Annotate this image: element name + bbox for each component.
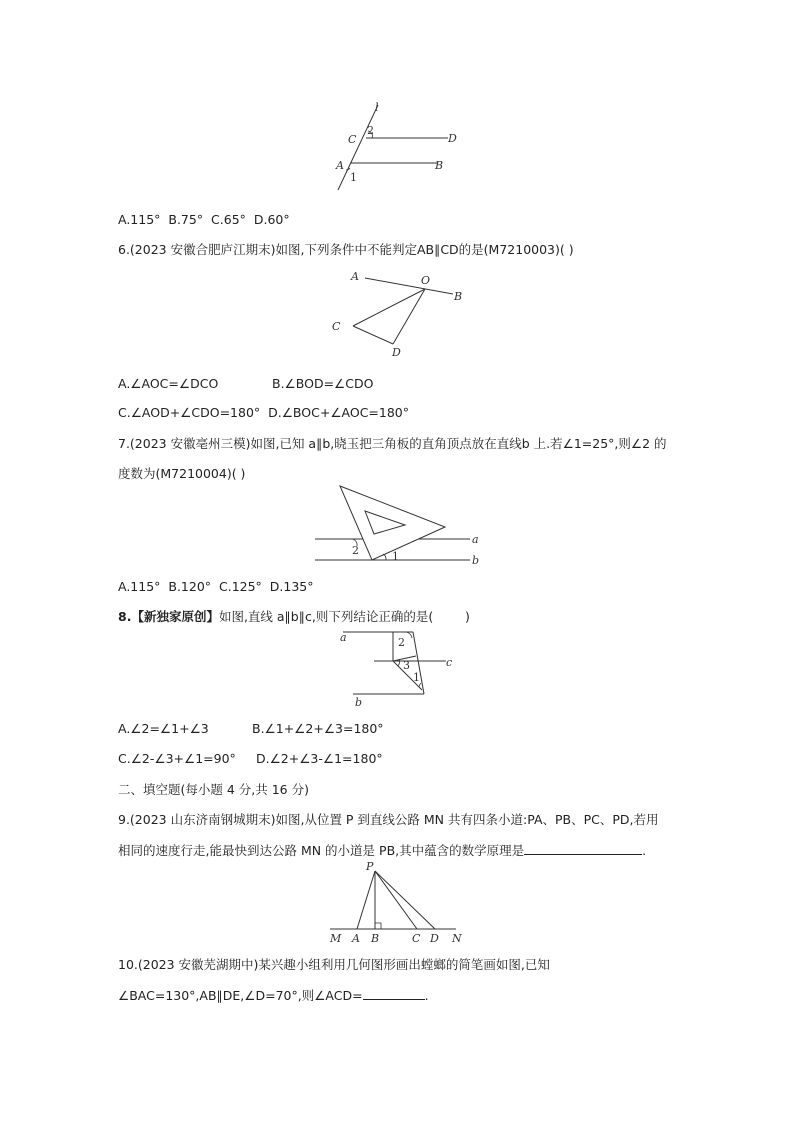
q8-stem — [118, 609, 470, 625]
q8-label-3: 3 — [403, 659, 410, 672]
q8-label-c: c — [446, 656, 453, 669]
q5-options — [118, 212, 290, 228]
q8-figure — [336, 628, 466, 710]
section2-title: 二、填空题(每小题 4 分,共 16 分) — [118, 782, 309, 797]
q6-option-b: B.∠BOD=∠CDO — [272, 376, 374, 391]
q6-option-d: D.∠BOC+∠AOC=180° — [268, 405, 410, 420]
q10-answer-blank[interactable] — [363, 987, 425, 1000]
q7-stem-line2: 度数为(M7210004)( ) — [118, 466, 246, 481]
q5-option-d: D.60° — [253, 212, 290, 227]
q9-figure — [326, 858, 466, 946]
q9-label-m: M — [330, 932, 342, 945]
q10-stem-line2-text: ∠BAC=130°,AB∥DE,∠D=70°,则∠ACD= — [118, 988, 363, 1003]
q6-option-c: C.∠AOD+∠CDO=180° — [118, 405, 261, 420]
q6-option-a: A.∠AOC=∠DCO — [118, 376, 219, 391]
q5-label-2: 2 — [367, 124, 374, 137]
q8-tag: 8.【新独家原创】 — [118, 609, 219, 624]
q6-label-c: C — [332, 320, 341, 333]
q7-option-d: D.135° — [269, 579, 314, 594]
q8-label-1: 1 — [413, 671, 420, 684]
q9-label-b: B — [371, 932, 380, 945]
q6-figure — [325, 268, 475, 360]
q8-option-a: A.∠2=∠1+∠3 — [118, 721, 209, 736]
q8-option-c: C.∠2-∠3+∠1=90° — [118, 751, 236, 766]
q9-stem-line2 — [118, 842, 646, 859]
q8-option-b: B.∠1+∠2+∠3=180° — [252, 721, 384, 736]
q9-label-a: A — [352, 932, 360, 945]
q8-stem-text: 如图,直线 a∥b∥c,则下列结论正确的是( ) — [218, 609, 470, 624]
q7-figure — [312, 484, 487, 570]
q5-label-1: 1 — [350, 171, 357, 184]
q9-answer-blank[interactable] — [524, 842, 642, 855]
q6-label-b: B — [454, 290, 463, 303]
q8-option-d: D.∠2+∠3-∠1=180° — [256, 751, 383, 766]
q6-label-o: O — [421, 274, 431, 287]
q7-stem-line1: 7.(2023 安徽亳州三模)如图,已知 a∥b,晓玉把三角板的直角顶点放在直线b 上.若∠1=25°,则∠2 的 — [118, 436, 667, 451]
q7-option-b: B.120° — [168, 579, 212, 594]
q5-label-l: l — [375, 101, 379, 114]
q5-option-b: B.75° — [168, 212, 204, 227]
q8-label-b: b — [355, 696, 363, 709]
q7-label-1: 1 — [392, 550, 399, 563]
q6-options-row2 — [118, 405, 409, 421]
q6-label-a: A — [351, 270, 359, 283]
q10-stem-line1: 10.(2023 安徽芜湖期中)某兴趣小组利用几何图形画出螳螂的简笔画如图,已知 — [118, 957, 550, 972]
q7-label-b: b — [472, 554, 480, 567]
q5-figure — [330, 100, 480, 195]
q7-options — [118, 579, 313, 595]
q5-option-a: A.115° — [118, 212, 161, 227]
q5-label-d: D — [448, 132, 457, 145]
q9-label-d: D — [430, 932, 439, 945]
q5-label-a: A — [336, 159, 344, 172]
q7-option-a: A.115° — [118, 579, 161, 594]
q5-label-b: B — [435, 159, 444, 172]
q7-label-a: a — [472, 533, 479, 546]
q10-end: . — [424, 988, 429, 1003]
q8-label-a: a — [340, 631, 347, 644]
q9-end: . — [642, 843, 647, 858]
q9-label-c: C — [412, 932, 421, 945]
q7-option-c: C.125° — [219, 579, 262, 594]
q6-options-row1 — [118, 376, 374, 392]
q7-label-2: 2 — [352, 544, 359, 557]
q6-stem: 6.(2023 安徽合肥庐江期末)如图,下列条件中不能判定AB∥CD的是(M7210003)( ) — [118, 242, 574, 257]
q8-options-row2 — [118, 751, 383, 767]
q5-label-c: C — [348, 133, 357, 146]
q8-options-row1 — [118, 721, 384, 737]
q5-option-c: C.65° — [211, 212, 246, 227]
q10-stem-line2 — [118, 987, 429, 1004]
q8-label-2: 2 — [398, 636, 405, 649]
q9-stem-line1: 9.(2023 山东济南钢城期末)如图,从位置 P 到直线公路 MN 共有四条小道:PA、PB、PC、PD,若用 — [118, 812, 659, 827]
q6-label-d: D — [392, 346, 401, 359]
q9-stem-line2-text: 相同的速度行走,能最快到达公路 MN 的小道是 PB,其中蕴含的数学原理是 — [118, 843, 525, 858]
q9-label-n: N — [452, 932, 462, 945]
q9-label-p: P — [366, 860, 374, 873]
